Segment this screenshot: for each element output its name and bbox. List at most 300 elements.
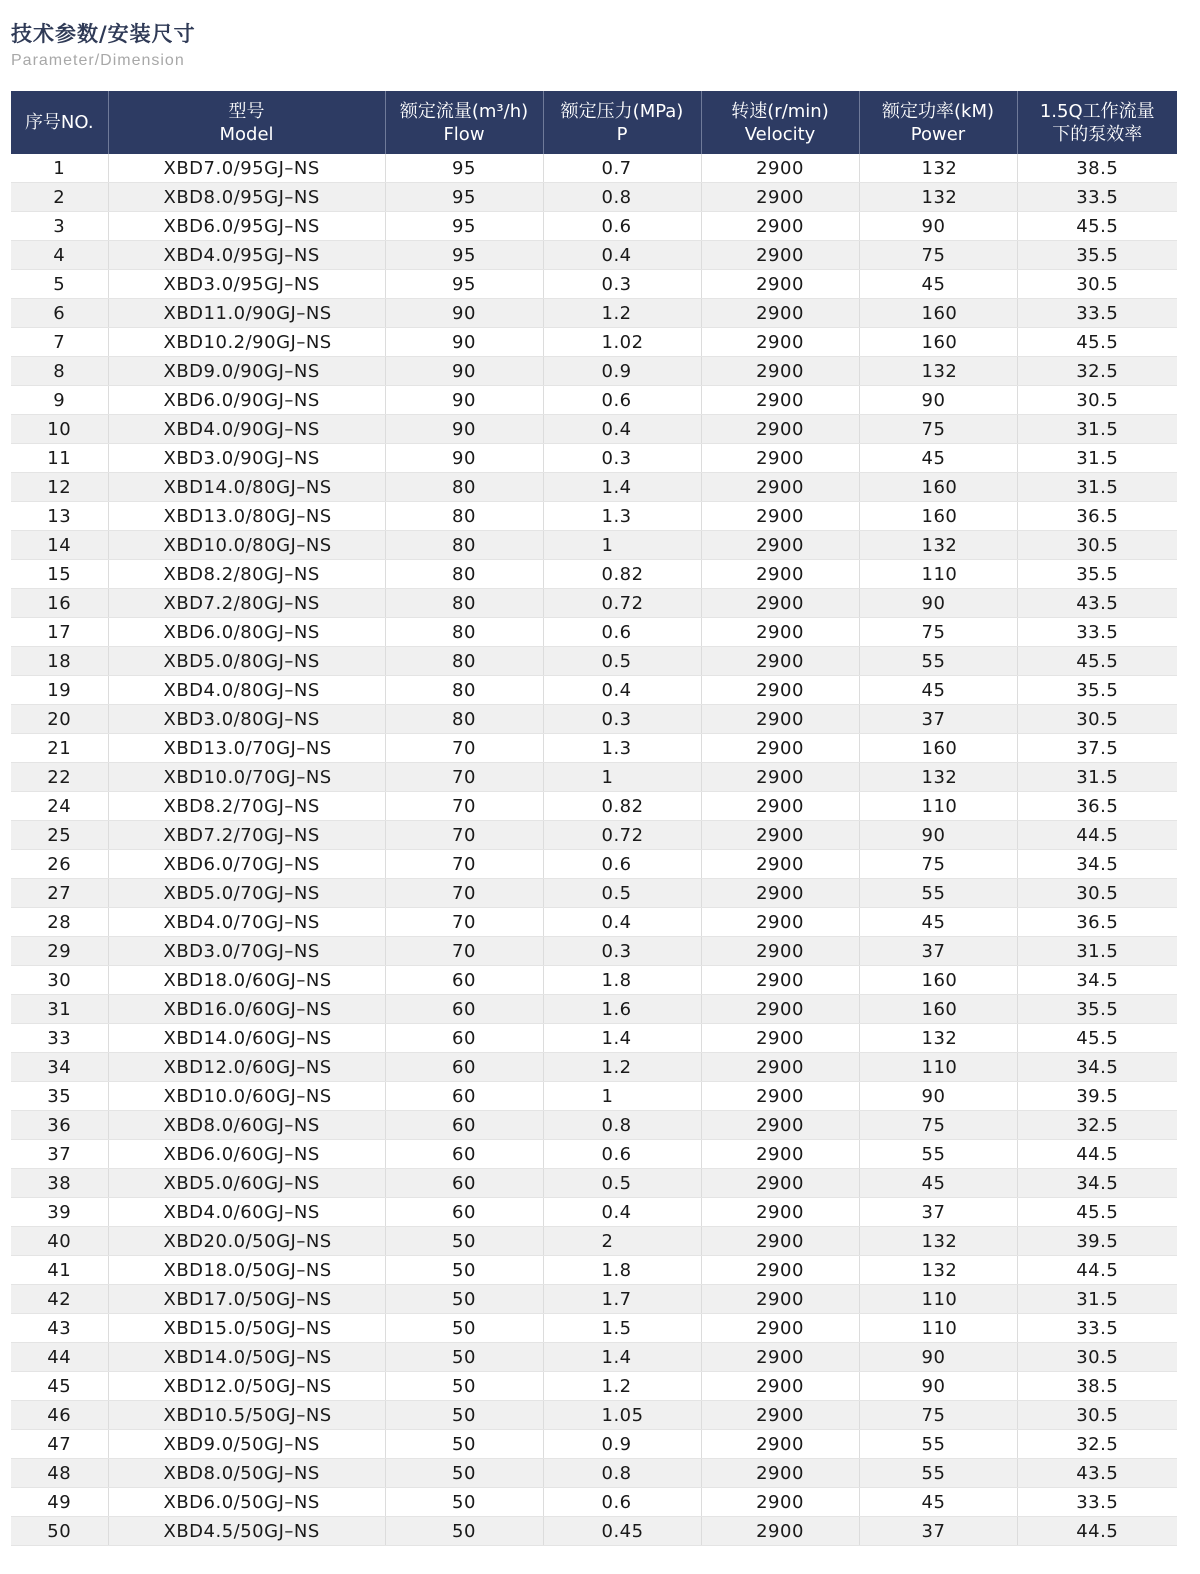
cell-power: 45 [859,676,1017,705]
cell-power: 160 [859,502,1017,531]
cell-model: XBD5.0/60GJ–NS [108,1169,385,1198]
cell-efficiency: 31.5 [1017,937,1177,966]
parameter-table [11,91,1177,1546]
cell-pressure: 0.5 [543,879,701,908]
cell-model: XBD10.0/60GJ–NS [108,1082,385,1111]
table-row [11,328,1177,357]
cell-no: 15 [11,560,108,589]
cell-flow: 60 [385,1198,543,1227]
cell-velocity: 2900 [701,357,859,386]
table-row [11,1024,1177,1053]
cell-flow: 50 [385,1285,543,1314]
cell-no: 34 [11,1053,108,1082]
table-row [11,154,1177,183]
cell-velocity: 2900 [701,1111,859,1140]
cell-pressure: 0.6 [543,1488,701,1517]
cell-flow: 80 [385,502,543,531]
cell-velocity: 2900 [701,1140,859,1169]
cell-no: 38 [11,1169,108,1198]
table-row [11,908,1177,937]
cell-velocity: 2900 [701,995,859,1024]
page-subtitle: Parameter/Dimension [11,52,185,69]
cell-velocity: 2900 [701,386,859,415]
cell-model: XBD4.0/60GJ–NS [108,1198,385,1227]
cell-no: 27 [11,879,108,908]
cell-velocity: 2900 [701,1459,859,1488]
cell-flow: 50 [385,1372,543,1401]
cell-efficiency: 35.5 [1017,241,1177,270]
cell-no: 36 [11,1111,108,1140]
cell-velocity: 2900 [701,589,859,618]
cell-efficiency: 30.5 [1017,531,1177,560]
cell-flow: 90 [385,299,543,328]
cell-flow: 80 [385,647,543,676]
cell-flow: 80 [385,473,543,502]
cell-flow: 90 [385,328,543,357]
cell-no: 29 [11,937,108,966]
cell-flow: 80 [385,618,543,647]
cell-velocity: 2900 [701,1082,859,1111]
cell-power: 110 [859,792,1017,821]
table-row [11,937,1177,966]
cell-velocity: 2900 [701,850,859,879]
cell-no: 35 [11,1082,108,1111]
cell-model: XBD8.0/60GJ–NS [108,1111,385,1140]
cell-model: XBD14.0/80GJ–NS [108,473,385,502]
cell-velocity: 2900 [701,1401,859,1430]
table-row [11,1372,1177,1401]
cell-power: 132 [859,531,1017,560]
cell-efficiency: 44.5 [1017,1140,1177,1169]
cell-flow: 70 [385,908,543,937]
cell-flow: 95 [385,183,543,212]
cell-velocity: 2900 [701,734,859,763]
cell-velocity: 2900 [701,183,859,212]
cell-flow: 50 [385,1459,543,1488]
table-row [11,850,1177,879]
cell-pressure: 0.72 [543,821,701,850]
cell-model: XBD8.2/80GJ–NS [108,560,385,589]
cell-pressure: 0.3 [543,705,701,734]
table-row [11,1285,1177,1314]
cell-model: XBD4.0/80GJ–NS [108,676,385,705]
cell-pressure: 1.05 [543,1401,701,1430]
cell-model: XBD4.0/95GJ–NS [108,241,385,270]
cell-velocity: 2900 [701,821,859,850]
table-row [11,270,1177,299]
table-row [11,705,1177,734]
table-row [11,299,1177,328]
cell-efficiency: 34.5 [1017,1053,1177,1082]
cell-pressure: 0.6 [543,618,701,647]
cell-velocity: 2900 [701,473,859,502]
cell-velocity: 2900 [701,618,859,647]
cell-power: 132 [859,357,1017,386]
cell-power: 110 [859,1285,1017,1314]
cell-flow: 70 [385,821,543,850]
cell-model: XBD13.0/80GJ–NS [108,502,385,531]
cell-efficiency: 32.5 [1017,357,1177,386]
table-row [11,1314,1177,1343]
cell-velocity: 2900 [701,1314,859,1343]
cell-flow: 60 [385,995,543,1024]
cell-model: XBD7.2/80GJ–NS [108,589,385,618]
table-row [11,589,1177,618]
cell-pressure: 0.3 [543,270,701,299]
cell-pressure: 0.82 [543,792,701,821]
cell-power: 90 [859,212,1017,241]
cell-pressure: 0.8 [543,1459,701,1488]
cell-model: XBD10.0/80GJ–NS [108,531,385,560]
cell-no: 24 [11,792,108,821]
cell-efficiency: 43.5 [1017,1459,1177,1488]
cell-power: 110 [859,1053,1017,1082]
cell-power: 90 [859,589,1017,618]
cell-model: XBD12.0/50GJ–NS [108,1372,385,1401]
cell-velocity: 2900 [701,1488,859,1517]
cell-flow: 60 [385,1140,543,1169]
cell-velocity: 2900 [701,154,859,183]
column-header-sublabel: 下的泵效率 [1052,123,1143,145]
cell-velocity: 2900 [701,270,859,299]
cell-efficiency: 30.5 [1017,879,1177,908]
cell-efficiency: 30.5 [1017,386,1177,415]
cell-pressure: 1.02 [543,328,701,357]
cell-power: 45 [859,1488,1017,1517]
cell-efficiency: 37.5 [1017,734,1177,763]
cell-velocity: 2900 [701,299,859,328]
cell-pressure: 0.8 [543,183,701,212]
table-row [11,1343,1177,1372]
cell-efficiency: 34.5 [1017,966,1177,995]
table-row [11,386,1177,415]
page-title: 技术参数/安装尺寸 [11,22,196,46]
cell-pressure: 0.72 [543,589,701,618]
cell-no: 14 [11,531,108,560]
cell-model: XBD6.0/90GJ–NS [108,386,385,415]
cell-pressure: 1.3 [543,734,701,763]
cell-power: 160 [859,473,1017,502]
cell-model: XBD5.0/70GJ–NS [108,879,385,908]
cell-pressure: 1.2 [543,1372,701,1401]
cell-velocity: 2900 [701,792,859,821]
cell-velocity: 2900 [701,560,859,589]
cell-pressure: 1.3 [543,502,701,531]
cell-power: 55 [859,1459,1017,1488]
cell-model: XBD6.0/50GJ–NS [108,1488,385,1517]
cell-no: 5 [11,270,108,299]
cell-efficiency: 31.5 [1017,444,1177,473]
cell-velocity: 2900 [701,966,859,995]
cell-model: XBD3.0/80GJ–NS [108,705,385,734]
column-header-sublabel: Power [910,123,966,145]
cell-velocity: 2900 [701,1256,859,1285]
table-row [11,647,1177,676]
cell-efficiency: 36.5 [1017,792,1177,821]
cell-power: 55 [859,647,1017,676]
table-row [11,1227,1177,1256]
cell-efficiency: 45.5 [1017,1198,1177,1227]
cell-power: 160 [859,995,1017,1024]
cell-efficiency: 31.5 [1017,473,1177,502]
column-header-label: 额定压力(MPa) [560,100,684,122]
cell-no: 48 [11,1459,108,1488]
cell-velocity: 2900 [701,763,859,792]
cell-no: 45 [11,1372,108,1401]
cell-efficiency: 33.5 [1017,1488,1177,1517]
cell-efficiency: 45.5 [1017,328,1177,357]
cell-flow: 80 [385,560,543,589]
cell-model: XBD16.0/60GJ–NS [108,995,385,1024]
cell-power: 132 [859,1024,1017,1053]
cell-velocity: 2900 [701,241,859,270]
column-header-pressure [543,91,701,154]
cell-velocity: 2900 [701,879,859,908]
cell-model: XBD8.0/95GJ–NS [108,183,385,212]
cell-power: 75 [859,1401,1017,1430]
cell-power: 90 [859,1343,1017,1372]
table-row [11,560,1177,589]
cell-power: 75 [859,1111,1017,1140]
column-header-power [859,91,1017,154]
cell-efficiency: 35.5 [1017,995,1177,1024]
cell-velocity: 2900 [701,1024,859,1053]
column-header-velocity [701,91,859,154]
cell-model: XBD10.5/50GJ–NS [108,1401,385,1430]
cell-model: XBD4.5/50GJ–NS [108,1517,385,1546]
cell-power: 110 [859,1314,1017,1343]
cell-power: 160 [859,328,1017,357]
cell-velocity: 2900 [701,1169,859,1198]
cell-velocity: 2900 [701,647,859,676]
cell-velocity: 2900 [701,908,859,937]
cell-velocity: 2900 [701,1343,859,1372]
cell-power: 132 [859,154,1017,183]
cell-no: 44 [11,1343,108,1372]
cell-pressure: 1 [543,531,701,560]
cell-pressure: 1.4 [543,1024,701,1053]
cell-velocity: 2900 [701,415,859,444]
cell-pressure: 1.7 [543,1285,701,1314]
cell-efficiency: 31.5 [1017,1285,1177,1314]
cell-pressure: 0.82 [543,560,701,589]
cell-flow: 60 [385,1082,543,1111]
cell-no: 11 [11,444,108,473]
cell-model: XBD3.0/90GJ–NS [108,444,385,473]
cell-pressure: 0.7 [543,154,701,183]
cell-model: XBD3.0/70GJ–NS [108,937,385,966]
cell-flow: 95 [385,154,543,183]
table-row [11,1401,1177,1430]
table-row [11,763,1177,792]
cell-pressure: 1.8 [543,966,701,995]
cell-pressure: 0.9 [543,357,701,386]
cell-efficiency: 45.5 [1017,1024,1177,1053]
cell-velocity: 2900 [701,1198,859,1227]
table-row [11,473,1177,502]
cell-power: 75 [859,241,1017,270]
cell-velocity: 2900 [701,676,859,705]
cell-efficiency: 38.5 [1017,1372,1177,1401]
cell-power: 55 [859,1140,1017,1169]
column-header-sublabel: P [616,123,628,145]
cell-flow: 90 [385,386,543,415]
cell-model: XBD5.0/80GJ–NS [108,647,385,676]
cell-no: 21 [11,734,108,763]
cell-no: 6 [11,299,108,328]
cell-model: XBD6.0/95GJ–NS [108,212,385,241]
table-row [11,415,1177,444]
cell-model: XBD12.0/60GJ–NS [108,1053,385,1082]
cell-no: 16 [11,589,108,618]
cell-efficiency: 34.5 [1017,850,1177,879]
cell-pressure: 0.3 [543,444,701,473]
table-row [11,995,1177,1024]
cell-no: 1 [11,154,108,183]
cell-pressure: 0.6 [543,850,701,879]
column-header-efficiency [1017,91,1177,154]
cell-pressure: 0.6 [543,386,701,415]
cell-pressure: 1 [543,1082,701,1111]
cell-model: XBD15.0/50GJ–NS [108,1314,385,1343]
cell-flow: 60 [385,1024,543,1053]
table-row [11,357,1177,386]
cell-power: 45 [859,908,1017,937]
cell-no: 17 [11,618,108,647]
table-row [11,792,1177,821]
cell-power: 37 [859,1198,1017,1227]
cell-no: 3 [11,212,108,241]
cell-flow: 50 [385,1227,543,1256]
cell-efficiency: 34.5 [1017,1169,1177,1198]
cell-flow: 80 [385,531,543,560]
table-body [11,154,1177,1546]
cell-velocity: 2900 [701,1372,859,1401]
cell-efficiency: 32.5 [1017,1430,1177,1459]
cell-model: XBD11.0/90GJ–NS [108,299,385,328]
cell-model: XBD14.0/50GJ–NS [108,1343,385,1372]
cell-model: XBD4.0/70GJ–NS [108,908,385,937]
cell-model: XBD18.0/60GJ–NS [108,966,385,995]
column-header-flow [385,91,543,154]
cell-pressure: 0.6 [543,212,701,241]
cell-no: 8 [11,357,108,386]
table-row [11,241,1177,270]
column-header-label: 转速(r/min) [731,100,829,122]
cell-no: 47 [11,1430,108,1459]
table-row [11,531,1177,560]
cell-velocity: 2900 [701,502,859,531]
cell-pressure: 0.4 [543,415,701,444]
table-row [11,502,1177,531]
cell-flow: 50 [385,1430,543,1459]
table-row [11,1169,1177,1198]
cell-efficiency: 44.5 [1017,1256,1177,1285]
cell-power: 160 [859,734,1017,763]
column-header-no [11,91,108,154]
table-row [11,966,1177,995]
cell-efficiency: 45.5 [1017,212,1177,241]
cell-efficiency: 44.5 [1017,1517,1177,1546]
cell-flow: 70 [385,792,543,821]
cell-velocity: 2900 [701,212,859,241]
cell-model: XBD6.0/80GJ–NS [108,618,385,647]
cell-pressure: 1 [543,763,701,792]
table-row [11,444,1177,473]
table-row [11,1488,1177,1517]
cell-model: XBD14.0/60GJ–NS [108,1024,385,1053]
cell-pressure: 0.6 [543,1140,701,1169]
cell-efficiency: 36.5 [1017,502,1177,531]
cell-pressure: 1.2 [543,299,701,328]
cell-model: XBD6.0/70GJ–NS [108,850,385,879]
cell-flow: 70 [385,763,543,792]
cell-flow: 50 [385,1314,543,1343]
cell-power: 132 [859,1227,1017,1256]
cell-efficiency: 33.5 [1017,1314,1177,1343]
column-header-model [108,91,385,154]
cell-no: 4 [11,241,108,270]
cell-power: 160 [859,966,1017,995]
cell-efficiency: 33.5 [1017,618,1177,647]
cell-pressure: 1.4 [543,473,701,502]
cell-power: 75 [859,618,1017,647]
cell-flow: 90 [385,357,543,386]
cell-model: XBD4.0/90GJ–NS [108,415,385,444]
cell-power: 75 [859,415,1017,444]
cell-power: 90 [859,821,1017,850]
column-header-label: 额定流量(m³/h) [399,100,529,122]
cell-efficiency: 33.5 [1017,299,1177,328]
table-row [11,1140,1177,1169]
cell-flow: 60 [385,966,543,995]
cell-pressure: 1.6 [543,995,701,1024]
cell-flow: 60 [385,1111,543,1140]
cell-no: 37 [11,1140,108,1169]
cell-velocity: 2900 [701,328,859,357]
cell-power: 110 [859,560,1017,589]
cell-flow: 50 [385,1517,543,1546]
table-row [11,734,1177,763]
cell-efficiency: 44.5 [1017,821,1177,850]
cell-power: 160 [859,299,1017,328]
table-row [11,212,1177,241]
cell-power: 37 [859,705,1017,734]
cell-power: 90 [859,1082,1017,1111]
cell-efficiency: 35.5 [1017,676,1177,705]
cell-pressure: 0.4 [543,676,701,705]
table-row [11,1517,1177,1546]
cell-flow: 80 [385,705,543,734]
cell-flow: 50 [385,1488,543,1517]
column-header-label: 1.5Q工作流量 [1039,100,1155,122]
cell-no: 18 [11,647,108,676]
cell-efficiency: 30.5 [1017,1401,1177,1430]
cell-efficiency: 45.5 [1017,647,1177,676]
table-row [11,618,1177,647]
cell-no: 13 [11,502,108,531]
cell-pressure: 1.8 [543,1256,701,1285]
cell-no: 46 [11,1401,108,1430]
cell-flow: 70 [385,879,543,908]
cell-no: 42 [11,1285,108,1314]
cell-model: XBD9.0/50GJ–NS [108,1430,385,1459]
cell-power: 45 [859,1169,1017,1198]
cell-pressure: 0.45 [543,1517,701,1546]
cell-velocity: 2900 [701,937,859,966]
cell-flow: 95 [385,270,543,299]
cell-model: XBD8.0/50GJ–NS [108,1459,385,1488]
